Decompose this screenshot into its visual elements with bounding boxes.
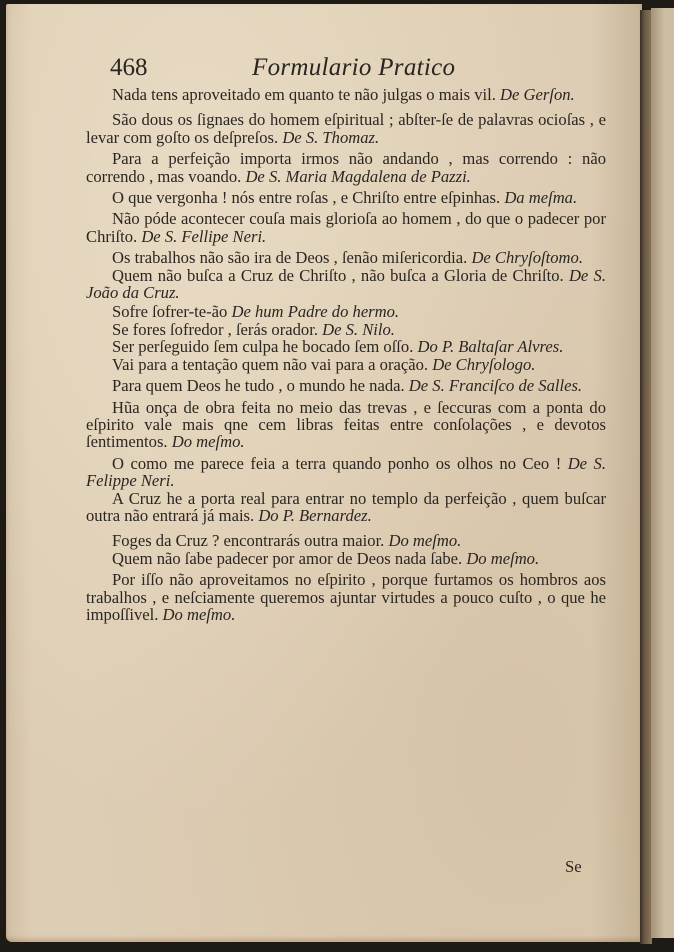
page-body — [86, 86, 606, 623]
quote-author: De S. Thomaz. — [282, 127, 380, 147]
quote-text: A Cruz he a porta real para entrar no templo da perfeição , quem buſcar outra não entrará já mais. — [86, 488, 606, 525]
quote-author: De S. João da Cruz. — [86, 265, 606, 303]
quote-entry — [86, 490, 606, 525]
quote-text: Se fores ſofredor , ſerás orador. — [112, 319, 318, 339]
quote-author: Do P. Baltaſar Alvres. — [417, 337, 564, 357]
quote-entry — [86, 377, 606, 394]
quote-text: O que vergonha ! nós entre roſas , e Chriſto entre eſpinhas. — [112, 188, 501, 208]
quote-text: Para quem Deos he tudo , o mundo he nada. — [112, 376, 405, 396]
quote-entry — [86, 303, 606, 320]
quote-author: De S. Maria Magdalena de Pazzi. — [245, 166, 471, 186]
quote-entry — [86, 150, 606, 185]
quote-entry — [86, 86, 606, 103]
quote-entry — [86, 399, 606, 451]
quote-text: Hũa onça de obra feita no meio das trevas , e ſeccuras com a ponta do eſpirito vale mais qne cem libras feitas entre conſolações , e devotos ſentimentos. — [86, 397, 606, 452]
quote-author: De Chryſologo. — [432, 354, 536, 374]
quote-author: Da meſma. — [504, 188, 578, 208]
quote-author: Do meſmo. — [388, 531, 462, 551]
quote-author: De S. Felippe Neri. — [86, 453, 606, 491]
quote-entry — [86, 111, 606, 146]
quote-text: Para a perfeição importa irmos não andando , mas correndo : não correndo , mas voando. — [86, 149, 606, 186]
quote-entry — [86, 571, 606, 623]
quote-entry — [86, 550, 606, 567]
quote-text: Nada tens aproveitado em quanto te não julgas o mais vil. — [112, 85, 496, 104]
quote-text: Por iſſo não aproveitamos no eſpirito , porque furtamos os hombros aos trabalhos , e neſciamente queremos ajuntar virtudes a pouco cuſto , o que he impoſſivel. — [86, 570, 606, 624]
quote-author: De S. Franciſco de Salles. — [408, 376, 583, 396]
quote-text: Foges da Cruz ? encontrarás outra maior. — [112, 531, 385, 551]
quote-entry — [86, 249, 606, 266]
book-page-right-edge — [651, 8, 674, 938]
quote-author: De hum Padre do hermo. — [231, 302, 400, 322]
quote-entry — [86, 267, 606, 302]
quote-author: Do meſmo. — [171, 432, 245, 452]
quote-text: Os trabalhos não são ira de Deos , ſenão miſericordia. — [112, 248, 468, 268]
quote-entry — [86, 356, 606, 373]
quote-author: De S. Fellipe Neri. — [141, 226, 267, 246]
quote-entry — [86, 210, 606, 245]
page-header — [110, 54, 610, 86]
quote-entry — [86, 455, 606, 490]
quote-author: De Gerſon. — [500, 85, 575, 104]
quote-author: De Chryſoſtomo. — [471, 248, 583, 268]
quote-author: Do P. Bernardez. — [258, 505, 372, 525]
quote-entry — [86, 189, 606, 206]
quote-text: Quem não ſabe padecer por amor de Deos nada ſabe. — [112, 548, 463, 568]
page-number: 468 — [110, 54, 148, 81]
catchword: Se — [565, 857, 582, 876]
quote-text: São dous os ſignaes do homem eſpiritual ; abſter-ſe de palavras ocioſas , e levar com goſto os deſpreſos. — [86, 110, 606, 147]
quote-text: Sofre ſofrer-te-ão — [112, 302, 228, 322]
quote-entry — [86, 532, 606, 549]
quote-author: De S. Nilo. — [322, 319, 395, 339]
quote-text: Quem não buſca a Cruz de Chriſto , não buſca a Gloria de Chriſto. — [112, 265, 564, 285]
running-title: Formulario Pratico — [252, 54, 456, 81]
quote-author: Do meſmo. — [466, 548, 540, 568]
quote-text: O como me parece feia a terra quando ponho os olhos no Ceo ! — [112, 453, 562, 473]
quote-entry — [86, 338, 606, 355]
quote-author: Do meſmo. — [162, 604, 236, 624]
quote-text: Não póde acontecer couſa mais glorioſa ao homem , do que o padecer por Chriſto. — [86, 209, 606, 246]
quote-entry — [86, 321, 606, 338]
quote-text: Ser perſeguido ſem culpa he bocado ſem oſſo. — [112, 337, 414, 357]
quote-text: Vai para a tentação quem não vai para a oração. — [112, 354, 429, 374]
